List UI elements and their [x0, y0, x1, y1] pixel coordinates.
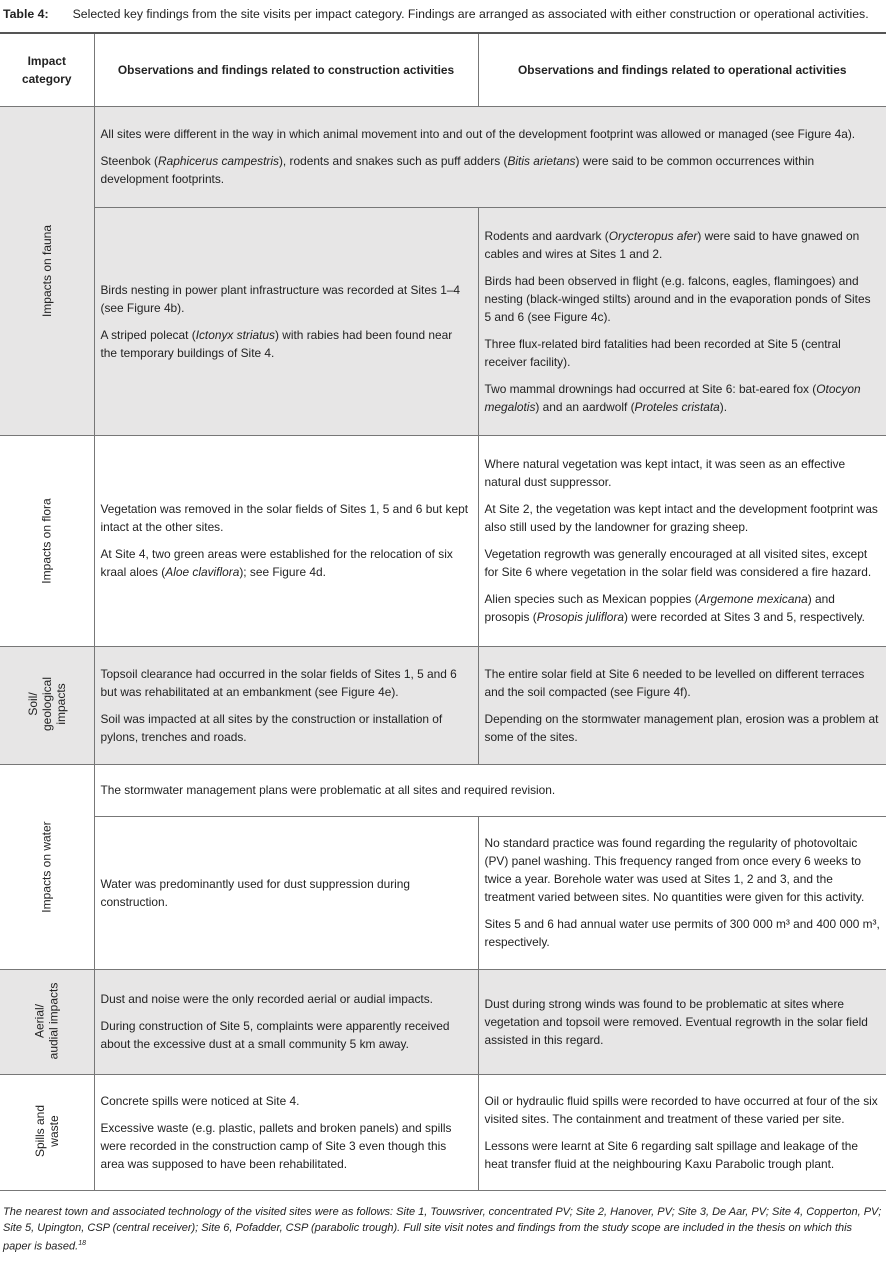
spills-construction-cell: Concrete spills were noticed at Site 4. Excessive waste (e.g. plastic, pallets and broken panels) and spills were recorded in the construction camp of Site 3 even though this area was supposed to have been rehabilitated.	[94, 1074, 478, 1190]
soil-construction-cell: Topsoil clearance had occurred in the solar fields of Sites 1, 5 and 6 but was rehabilitated at an embankment (see Figure 4e). Soil was impacted at all sites by the construction or installation of pylons, trenches and roads.	[94, 646, 478, 764]
spills-row	[0, 1074, 886, 1190]
table-caption	[3, 7, 869, 21]
water-operational-cell: No standard practice was found regarding the regularity of photovoltaic (PV) panel washing. This frequency ranged from once every 6 weeks to twice a year. Borehole water was used at Sites 1, 2 and 3, and the treatment varied between sites. No quantities were given for this activity. Sites 5 and 6 had annual water use permits of 300 000 m³ and 400 000 m³, respectively.	[478, 816, 886, 969]
fauna-construction-cell: Birds nesting in power plant infrastructure was recorded at Sites 1–4 (see Figure 4b). A striped polecat (Ictonyx striatus) with rabies had been found near the temporary buildings of Site 4.	[94, 207, 478, 435]
water-shared-cell: The stormwater management plans were problematic at all sites and required revision.	[94, 764, 886, 816]
flora-operational-cell: Where natural vegetation was kept intact, it was seen as an effective natural dust suppressor. At Site 2, the vegetation was kept intact and the development footprint was also still used by the landowner for grazing sheep. Vegetation regrowth was generally encouraged at all visited sites, except for Site 6 where vegetation in the solar field was considered a fire hazard. Alien species such as Mexican poppies (Argemone mexicana) and prosopis (Prosopis juliflora) were recorded at Sites 3 and 5, respectively.	[478, 435, 886, 646]
table-footnote: The nearest town and associated technology of the visited sites were as follows: Site 1, Touwsriver, concentrated PV; Site 2, Hanover, PV; Site 3, De Aar, PV; Site 4, Copperton, PV; Site 5, Upington, CSP (central receiver); Site 6, Pofadder, CSP (parabolic trough). Full site visit notes and findings from the study scope are included in the thesis on which this paper is based.$^{18}$	[3, 1206, 882, 1253]
aerial-row	[0, 969, 886, 1074]
soil-row	[0, 646, 886, 764]
caption-text: Selected key findings from the site visits per impact category. Findings are arranged as associated with either construction or operational activities.	[72, 7, 869, 21]
findings-table	[0, 32, 886, 1191]
footnote-reference: 18	[78, 1240, 87, 1247]
flora-row	[0, 435, 886, 646]
aerial-operational-cell: Dust during strong winds was found to be problematic at sites where vegetation and topsoil were removed. Eventual regrowth in the solar field assisted in this regard.	[478, 969, 886, 1074]
fauna-operational-cell: Rodents and aardvark (Orycteropus afer) were said to have gnawed on cables and wires at Sites 1 and 2. Birds had been observed in flight (e.g. falcons, eagles, flamingoes) and nesting (black-winged stilts) around and in the evaporation ponds of Sites 5 and 6 (see Figure 4c). Three flux-related bird fatalities had been recorded at Site 5 (central receiver facility). Two mammal drownings had occurred at Site 6: bat-eared fox (Otocyon megalotis) and an aardwolf (Proteles cristata).	[478, 207, 886, 435]
fauna-shared-row	[0, 106, 886, 207]
water-row	[0, 816, 886, 969]
category-fauna: Impacts on fauna	[0, 106, 94, 435]
spills-operational-cell: Oil or hydraulic fluid spills were recorded to have occurred at four of the six visited sites. The containment and treatment of these varied per site. Lessons were learnt at Site 6 regarding salt spillage and leakage of the heat transfer fluid at the neighbouring Kaxu Parabolic trough plant.	[478, 1074, 886, 1190]
category-soil: Soil/ geological impacts	[0, 646, 94, 764]
header-construction: Observations and findings related to construction activities	[94, 33, 478, 106]
category-aerial: Aerial/ audial impacts	[0, 969, 94, 1074]
category-spills: Spills and waste	[0, 1074, 94, 1190]
flora-construction-cell: Vegetation was removed in the solar fields of Sites 1, 5 and 6 but kept intact at the other sites. At Site 4, two green areas were established for the relocation of six kraal aloes (Aloe claviflora); see Figure 4d.	[94, 435, 478, 646]
water-shared-row	[0, 764, 886, 816]
category-water: Impacts on water	[0, 764, 94, 969]
water-construction-cell: Water was predominantly used for dust suppression during construction.	[94, 816, 478, 969]
header-operational: Observations and findings related to operational activities	[478, 33, 886, 106]
aerial-construction-cell: Dust and noise were the only recorded aerial or audial impacts. During construction of Site 5, complaints were apparently received about the excessive dust at a small community 5 km away.	[94, 969, 478, 1074]
header-row	[0, 33, 886, 106]
category-flora: Impacts on flora	[0, 435, 94, 646]
table-label: Table 4:	[3, 7, 49, 21]
fauna-shared-cell: All sites were different in the way in which animal movement into and out of the development footprint was allowed or managed (see Figure 4a). Steenbok (Raphicerus campestris), rodents and snakes such as puff adders (Bitis arietans) were said to be common occurrences within development footprints.	[94, 106, 886, 207]
header-impact-category: Impact category	[0, 33, 94, 106]
soil-operational-cell: The entire solar field at Site 6 needed to be levelled on different terraces and the soil compacted (see Figure 4f). Depending on the stormwater management plan, erosion was a problem at some of the sites.	[478, 646, 886, 764]
fauna-row	[0, 207, 886, 435]
